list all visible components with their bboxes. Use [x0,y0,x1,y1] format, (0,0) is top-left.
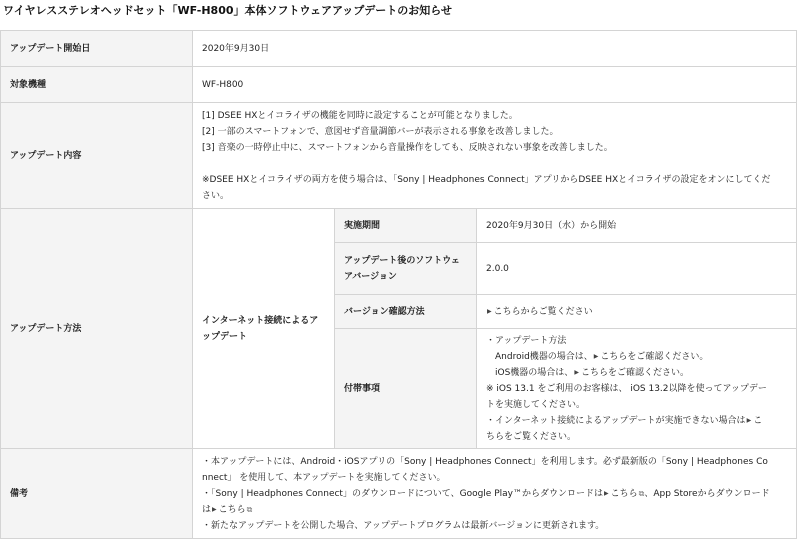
app-store-link[interactable]: こちら [218,504,246,515]
notes-value: ・アップデート方法 Android機器の場合は、▶ こちらをご確認ください。 iOS機器の場合は、▶ こちらをご確認ください。 ※ iOS 13.1 をご利用のお客様は、 iOS 13.2以降を使ってアップデー トを実施してください。 ・インターネット接続によるアップデートが実施できない場合は▶ こ ちらをご覧ください。 [477,329,797,449]
update-method-label: アップデート方法 [1,209,193,449]
ios-link[interactable]: こちらをご確認ください。 [580,367,689,378]
android-note: Android機器の場合は、▶ こちらをご確認ください。 [486,349,787,365]
start-date-value: 2020年9月30日 [193,31,797,67]
ios-note: iOS機器の場合は、▶ こちらをご確認ください。 [486,365,787,381]
start-date-row [1,31,797,67]
remarks-label: 備考 [1,449,193,539]
external-link-icon: ⧉ [638,488,645,498]
internet-update-label: インターネット接続によるア ップデート [193,209,335,449]
update-info-table [0,30,797,539]
external-link-icon: ⧉ [246,504,253,514]
triangle-right-icon: ▶ [212,505,217,513]
remarks-value: ・本アップデートには、Android・iOSアプリの「Sony | Headphones Connect」を利用します。必ず最新版の「Sony | Headphones Co nnect」 を使用して、本アップデートを実施してください。 ・「Sony | Headphones Connect」のダウンロードについて、Google Play™からダウンロードは▶ こちら⧉、App Storeからダウンロード は▶ こちら⧉ ・新たなアップデートを公開した場合、アップデートプログラムは最新バージョンに更新されます。 [193,449,797,539]
update-item: [3] 音楽の一時停止中に、スマートフォンから音量操作をしても、反映されない事象を改善しました。 [202,142,613,153]
remarks-row [1,449,797,539]
start-date-label: アップデート開始日 [1,31,193,67]
triangle-right-icon: ▶ [487,307,492,315]
fallback-note: ・インターネット接続によるアップデートが実施できない場合は▶ こ [486,413,787,429]
target-model-label: 対象機種 [1,67,193,103]
version-check-link[interactable]: こちらからご覧ください [493,306,593,317]
notes-label: 付帯事項 [335,329,477,449]
version-check-value [477,295,797,329]
target-model-value: WF-H800 [193,67,797,103]
download-note: ・「Sony | Headphones Connect」のダウンロードについて、Google Play™からダウンロードは▶ こちら⧉、App Storeからダウンロード [202,486,787,502]
period-value: 2020年9月30日（水）から開始 [477,209,797,243]
version-value: 2.0.0 [477,243,797,295]
update-item: [2] 一部のスマートフォンで、意図せず音量調節バーが表示される事象を改善しました。 [202,126,559,137]
triangle-right-icon: ▶ [746,416,752,424]
update-item: [1] DSEE HXとイコライザの機能を同時に設定することが可能となりました。 [202,110,518,121]
update-content-label: アップデート内容 [1,103,193,209]
target-model-row [1,67,797,103]
update-content-row [1,103,797,209]
android-link[interactable]: こちらをご確認ください。 [600,351,709,362]
version-label: アップデート後のソフトウェ アバージョン [335,243,477,295]
period-label: 実施期間 [335,209,477,243]
triangle-right-icon: ▶ [593,352,599,360]
update-period-row [1,209,797,243]
google-play-link[interactable]: こちら [610,488,638,499]
update-note: ※DSEE HXとイコライザの両方を使う場合は、「Sony | Headphones Connect」アプリからDSEE HXとイコライザの設定をオンにしてくだ さい。 [202,174,771,201]
app-store-note: は▶ こちら⧉ [202,502,787,518]
fallback-link[interactable]: こ [753,415,763,426]
update-content-value [193,103,797,209]
triangle-right-icon: ▶ [603,489,609,497]
fallback-link-continued[interactable]: ちらをご覧ください。 [486,431,577,442]
version-check-label: バージョン確認方法 [335,295,477,329]
triangle-right-icon: ▶ [574,368,579,376]
page-title: ワイヤレスステレオヘッドセット「WF-H800」本体ソフトウェアアップデートのお知らせ [3,4,452,17]
